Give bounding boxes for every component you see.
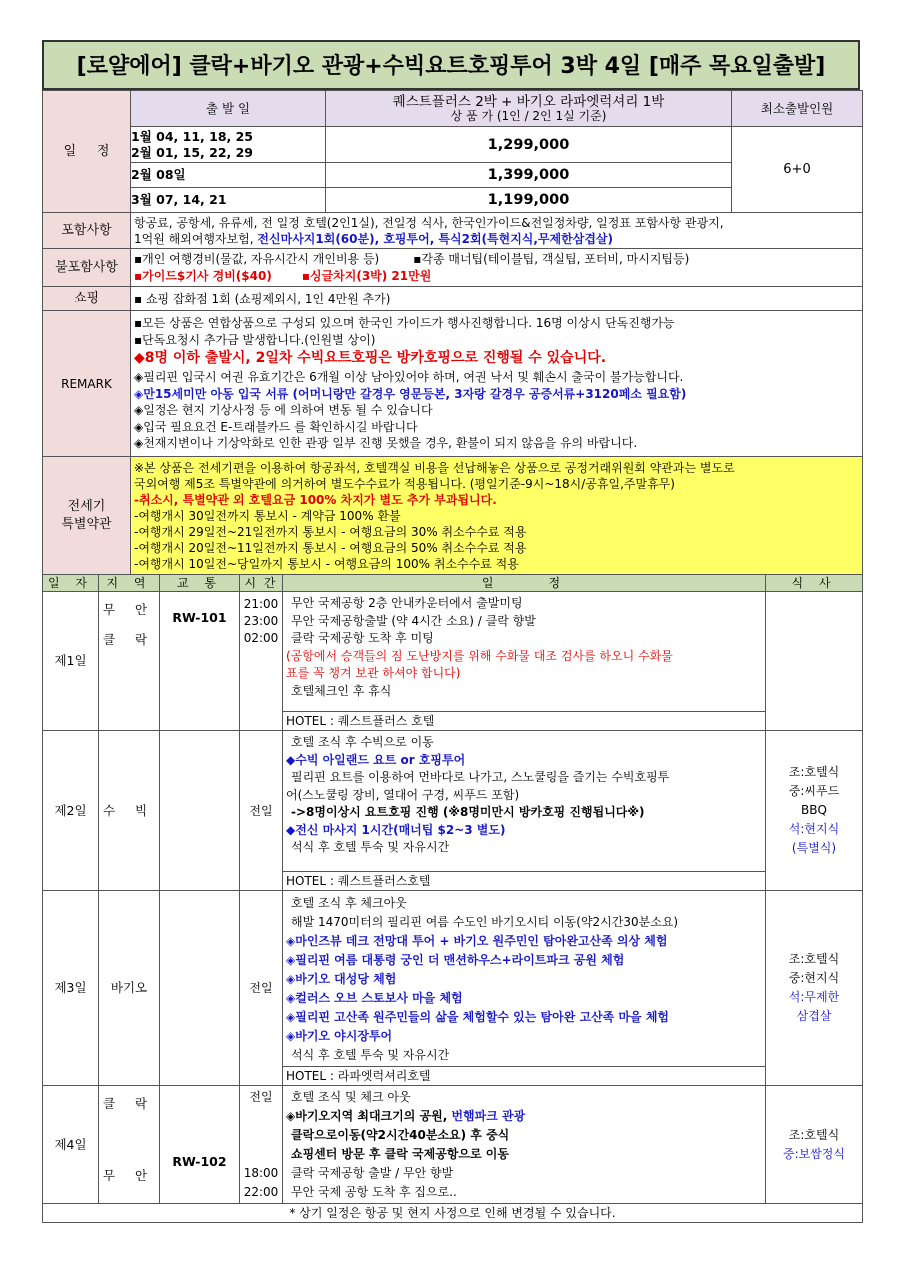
itinerary-line: ◈바기오 야시장투어 bbox=[286, 1029, 393, 1043]
day4-times bbox=[240, 1086, 283, 1204]
included-line2 bbox=[134, 231, 859, 247]
footer-note: * 상기 일정은 항공 및 현지 사정으로 인해 변경될 수 있습니다. bbox=[43, 1204, 863, 1223]
time: 18:00 bbox=[243, 1166, 279, 1180]
special-line: -여행개시 29일전~21일전까지 통보시 - 여행요금의 30% 취소수수료 적용 bbox=[134, 524, 527, 539]
special-label-line1: 전세기 bbox=[67, 498, 106, 514]
day1-flight: RW-101 bbox=[160, 592, 240, 731]
excluded-personal: ▪개인 여행경비(물값, 자유시간시 개인비용 등) bbox=[134, 251, 380, 266]
day1-row bbox=[43, 592, 863, 712]
dates-line: 1월 04, 11, 18, 25 bbox=[131, 128, 254, 144]
included-line1: 항공료, 공항세, 유류세, 전 일정 호텔(2인1실), 전일정 식사, 한국인가이드&전일정차량, 일정표 포함사항 관광지, bbox=[134, 215, 724, 230]
meal-dinner: 석:무제한 bbox=[788, 990, 840, 1004]
product-header-line1: 퀘스트플러스 2박 + 바기오 라파엣럭셔리 1박 bbox=[392, 93, 665, 110]
special-line: -여행개시 20일전~11일전까지 통보시 - 여행요금의 50% 취소수수료 적용 bbox=[134, 540, 527, 555]
region-name: 클 락 bbox=[102, 1096, 156, 1111]
excluded-tips: ▪각종 매너팁(테이블팁, 객실팁, 포터비, 마시지팁등) bbox=[413, 251, 690, 266]
included-line2-normal: 1억원 해외여행자보험, bbox=[134, 231, 258, 246]
excluded-line2 bbox=[134, 268, 859, 285]
itinerary-line: ◈필리핀 고산족 원주민들의 삶을 체험할수 있는 탐아완 고산족 마을 체험 bbox=[286, 1010, 669, 1024]
day4-meal bbox=[766, 1086, 863, 1204]
price-3: 1,199,000 bbox=[326, 188, 732, 213]
time: 23:00 bbox=[243, 614, 279, 628]
col-itinerary: 일 정 bbox=[283, 575, 766, 592]
day2-meal bbox=[766, 731, 863, 891]
itinerary-line: ◈컬러스 오브 스토보사 마을 체험 bbox=[286, 991, 463, 1005]
park-intro: ◈바기오지역 최대크기의 공원, bbox=[286, 1109, 452, 1123]
day2-hotel: HOTEL : 퀘스트플러스호텔 bbox=[283, 872, 766, 891]
remark-line: ◈일정은 현지 기상사정 등 에 의하여 변동 될 수 있습니다 bbox=[134, 403, 433, 418]
meal-lunch-2: BBQ bbox=[801, 803, 827, 817]
day3-meal bbox=[766, 891, 863, 1086]
remark-line: ◈입국 필요요건 E-트래블카드 를 확인하시길 바랍니다 bbox=[134, 419, 418, 434]
itinerary-line: 무안 국제공항출발 (약 4시간 소요) / 클락 향발 bbox=[291, 613, 536, 628]
remark-line: ◆8명 이하 출발시, 2일차 수빅요트호핑은 방카호핑으로 진행될 수 있습니다. bbox=[134, 350, 607, 367]
remark-text bbox=[131, 311, 863, 457]
day3-label: 제3일 bbox=[43, 891, 99, 1086]
excluded-single-charge: ▪싱글차지(3박) 21만원 bbox=[301, 268, 432, 283]
shopping-text: ▪ 쇼핑 잡화점 1회 (쇼핑제외시, 1인 4만원 추가) bbox=[131, 287, 863, 311]
excluded-guide-fee: ▪가이드$기사 경비($40) bbox=[134, 268, 272, 283]
info-table bbox=[42, 90, 863, 575]
min-people-value: 6+0 bbox=[732, 127, 863, 213]
day3-hotel: HOTEL : 라파엣럭셔리호텔 bbox=[283, 1067, 766, 1086]
itinerary-line: 석식 후 호텔 투숙 및 자유시간 bbox=[291, 1048, 450, 1062]
day1-hotel: HOTEL : 퀘스트플러스 호텔 bbox=[283, 712, 766, 731]
remark-line: ◈필리핀 입국시 여권 유효기간은 6개월 이상 남아있어야 하며, 여권 낙서 및 훼손시 출국이 불가능합니다. bbox=[134, 370, 684, 385]
itinerary-line: 호텔 조식 후 수빅으로 이동 bbox=[291, 735, 434, 749]
remark-line: ◈만15세미만 아동 입국 서류 (어머니랑만 갈경우 영문등본, 3자랑 갈경우 공증서류+3120페소 필요함) bbox=[134, 386, 687, 401]
park-name: 번햄파크 관광 bbox=[451, 1109, 526, 1123]
meal-breakfast: 조:호텔식 bbox=[788, 1127, 840, 1142]
special-line: -취소시, 특별약관 외 호텔요금 100% 차지가 별도 추가 부과됩니다. bbox=[134, 492, 497, 507]
day4-region bbox=[99, 1086, 160, 1204]
itinerary-line: 필리핀 요트를 이용하여 먼바다로 나가고, 스노쿨링을 즐기는 수빅호핑투 bbox=[291, 770, 670, 784]
meal-breakfast: 조:호텔식 bbox=[788, 952, 840, 966]
itinerary-line: 무안 국제 공항 도착 후 집으로.. bbox=[291, 1185, 457, 1199]
time: 21:00 bbox=[243, 597, 279, 611]
itinerary-line: 어(스노쿨링 장비, 열대어 구경, 씨푸드 포함) bbox=[286, 787, 520, 802]
excluded-line1 bbox=[134, 251, 859, 268]
meal-breakfast: 조:호텔식 bbox=[788, 765, 840, 779]
day1-times bbox=[240, 592, 283, 731]
col-region: 지 역 bbox=[99, 575, 160, 592]
day4-label: 제4일 bbox=[43, 1086, 99, 1204]
time: 02:00 bbox=[243, 631, 279, 645]
itinerary-line: ◆전신 마사지 1시간(매너팁 $2~3 별도) bbox=[286, 822, 506, 837]
meal-lunch: 중:보쌈정식 bbox=[782, 1146, 845, 1161]
time: 22:00 bbox=[243, 1185, 279, 1199]
meal-dinner: 석:현지식 bbox=[788, 822, 840, 836]
itinerary-table bbox=[42, 574, 863, 1223]
day4-itinerary bbox=[283, 1086, 766, 1204]
itinerary-line: ◆수빅 아일랜드 요트 or 호핑투어 bbox=[286, 752, 466, 767]
itinerary-line: 호텔 조식 후 체크아웃 bbox=[291, 896, 407, 910]
itinerary-line: ◈마인즈뷰 데크 전망대 투어 + 바기오 원주민인 탐아완고산족 의상 체험 bbox=[286, 934, 668, 948]
day2-transport bbox=[160, 731, 240, 891]
included-label: 포함사항 bbox=[43, 213, 131, 249]
itinerary-line: ◈바기오 대성당 체험 bbox=[286, 972, 397, 986]
itinerary-line: ->8명이상시 요트호핑 진행 (※8명미만시 방카호핑 진행됩니다※) bbox=[291, 805, 645, 819]
day3-transport bbox=[160, 891, 240, 1086]
itinerary-line bbox=[286, 1107, 762, 1126]
region-name: 클 락 bbox=[102, 632, 156, 647]
page-title: [로얄에어] 클락+바기오 관광+수빅요트호핑투어 3박 4일 [매주 목요일출발] bbox=[42, 40, 860, 90]
price-1: 1,299,000 bbox=[326, 127, 732, 163]
special-line: ※본 상품은 전세기편을 이용하여 항공좌석, 호텔객실 비용을 선납해놓은 상품으로 공정거래위원회 약관과는 별도로 bbox=[134, 460, 735, 475]
departure-dates-2: 2월 08일 bbox=[131, 163, 326, 188]
itinerary-line: (공항에서 승객들의 짐 도난방지를 위해 수화물 대조 검사를 하오니 수화물 bbox=[286, 648, 673, 663]
product-header-line2: 상 품 가 (1인 / 2인 1실 기준) bbox=[450, 108, 607, 123]
day3-itinerary bbox=[283, 891, 766, 1067]
itinerary-line: 클락으로이동(약2시간40분소요) 후 중식 bbox=[291, 1128, 510, 1142]
region-name: 무 안 bbox=[102, 602, 156, 617]
day2-label: 제2일 bbox=[43, 731, 99, 891]
excluded-text bbox=[131, 249, 863, 287]
day3-region: 바기오 bbox=[99, 891, 160, 1086]
col-time: 시 간 bbox=[240, 575, 283, 592]
itinerary-line: 무안 국제공항 2층 안내카운터에서 출발미팅 bbox=[291, 596, 523, 610]
dates-line: 2월 01, 15, 22, 29 bbox=[131, 144, 254, 160]
day1-region bbox=[99, 592, 160, 731]
price-2: 1,399,000 bbox=[326, 163, 732, 188]
excluded-label: 불포함사항 bbox=[43, 249, 131, 287]
itinerary-line: 쇼핑센터 방문 후 클락 국제공항으로 이동 bbox=[291, 1147, 509, 1161]
region-name: 무 안 bbox=[102, 1168, 156, 1183]
shopping-label: 쇼핑 bbox=[43, 287, 131, 311]
day2-itinerary bbox=[283, 731, 766, 872]
special-line: -여행개시 30일전까지 통보시 - 계약금 100% 환불 bbox=[134, 508, 401, 523]
day1-meal bbox=[766, 592, 863, 731]
schedule-label: 일 정 bbox=[43, 91, 131, 213]
col-transport: 교 통 bbox=[160, 575, 240, 592]
departure-dates-3: 3월 07, 14, 21 bbox=[131, 188, 326, 213]
time: 전일 bbox=[249, 1090, 273, 1104]
itinerary-line: ◈필리핀 여름 대통령 궁인 더 맨션하우스+라이트파크 공원 체험 bbox=[286, 953, 625, 967]
remark-line: ▪단독요청시 추가금 발생합니다.(인원별 상이) bbox=[134, 332, 376, 347]
special-label-line2: 특별약관 bbox=[61, 516, 112, 532]
itinerary-line: 클락 국제공항 도착 후 미팅 bbox=[291, 631, 434, 645]
departure-dates-1 bbox=[131, 127, 326, 163]
special-terms-label bbox=[43, 457, 131, 575]
day2-region: 수 빅 bbox=[99, 731, 160, 891]
product-header bbox=[326, 91, 732, 127]
day3-time: 전일 bbox=[240, 891, 283, 1086]
meal-dinner-2: (특별식) bbox=[791, 841, 837, 855]
day2-time: 전일 bbox=[240, 731, 283, 891]
special-line: -여행개시 10일전~당일까지 통보시 - 여행요금의 100% 취소수수료 적용 bbox=[134, 556, 519, 571]
included-text bbox=[131, 213, 863, 249]
day1-itinerary bbox=[283, 592, 766, 712]
itinerary-line: 해발 1470미터의 필리핀 여름 수도인 바기오시티 이동(약2시간30분소요) bbox=[291, 915, 679, 929]
min-people-header: 최소출발인원 bbox=[732, 91, 863, 127]
meal-dinner-2: 삼겹살 bbox=[796, 1009, 832, 1023]
day3-row bbox=[43, 891, 863, 1067]
itinerary-line: 표를 꼭 챙겨 보관 하셔야 합니다) bbox=[286, 666, 461, 680]
itinerary-line: 석식 후 호텔 투숙 및 자유시간 bbox=[291, 840, 450, 854]
remark-label: REMARK bbox=[43, 311, 131, 457]
day1-label: 제1일 bbox=[43, 592, 99, 731]
day2-row bbox=[43, 731, 863, 872]
day4-flight: RW-102 bbox=[160, 1086, 240, 1204]
itinerary-line: 호텔체크인 후 휴식 bbox=[291, 683, 392, 698]
col-meal: 식 사 bbox=[766, 575, 863, 592]
departure-header: 출 발 일 bbox=[131, 91, 326, 127]
meal-lunch: 중:현지식 bbox=[788, 971, 840, 985]
itinerary-line: 호텔 조식 및 체크 아웃 bbox=[291, 1090, 411, 1104]
itinerary-line: 클락 국제공항 출발 / 무안 향발 bbox=[291, 1166, 454, 1180]
remark-line: ◈천재지변이나 기상악화로 인한 관광 일부 진행 못했을 경우, 환불이 되지 않음을 유의 바랍니다. bbox=[134, 436, 638, 451]
meal-lunch: 중:씨푸드 bbox=[788, 784, 840, 798]
col-day: 일 자 bbox=[43, 575, 99, 592]
day4-row bbox=[43, 1086, 863, 1204]
special-line: 국외여행 제5조 특별약관에 의거하여 별도수수료가 적용됩니다. (평일기준-9시~18시/공휴일,주말휴무) bbox=[134, 476, 675, 491]
itinerary-header-row bbox=[43, 575, 863, 592]
included-line2-highlight: 전신마사지1회(60분), 호핑투어, 특식2회(특현지식,무제한삼겹살) bbox=[257, 231, 613, 246]
special-terms-text bbox=[131, 457, 863, 575]
remark-line: ▪모든 상품은 연합상품으로 구성되 있으며 한국인 가이드가 행사진행합니다. 16명 이상시 단독진행가능 bbox=[134, 316, 675, 331]
